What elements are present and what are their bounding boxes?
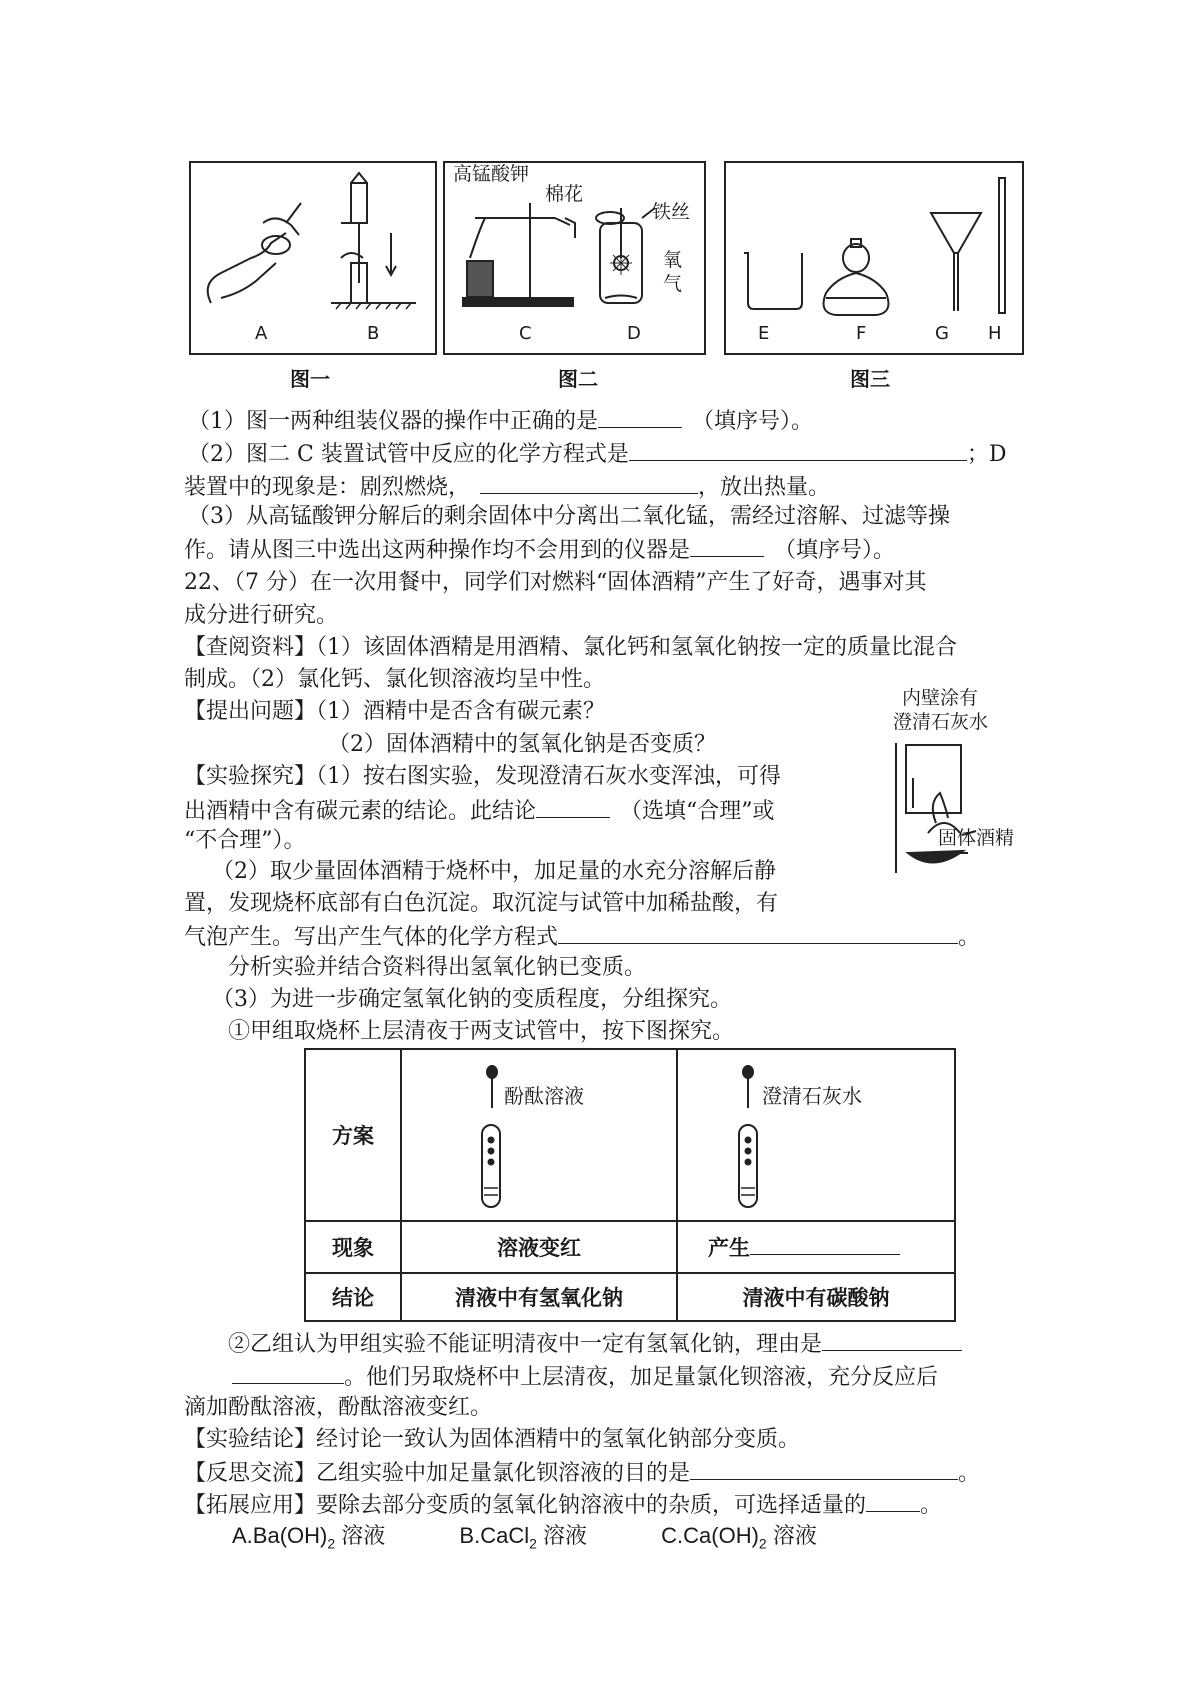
reagent-phenolphthalein: 酚酞溶液 [504, 1084, 584, 1108]
q21-part3-blank[interactable] [690, 534, 764, 557]
side-figure [868, 683, 1028, 883]
q22-exp2-cont2-text: 气泡产生。写出产生气体的化学方程式 [184, 925, 559, 950]
q22-extension-tail: 。 [920, 1493, 943, 1518]
q21-part2-cont-tail: ，放出热量。 [698, 475, 831, 500]
q22-exp3-group1: ①甲组取烧杯上层清夜于两支试管中，按下图探究。 [228, 1019, 735, 1044]
table-phenomenon-2-text: 产生 [708, 1236, 750, 1260]
q22-group2 [228, 1328, 962, 1360]
q22-reflection-tail: 。 [958, 1461, 981, 1486]
q22-question-2: （2）固体酒精中的氢氧化钠是否变质？ [328, 732, 716, 757]
figure-label-b: B [367, 323, 380, 344]
q21-part1-text: （1）图一两种组装仪器的操作中正确的是 [188, 409, 598, 434]
side-figure-drawing [868, 683, 1028, 883]
q22-exp2-cont: 置，发现烧杯底部有白色沉淀。取沉淀与试管中加稀盐酸，有 [184, 891, 779, 916]
figure-note-oxygen-2: 气 [663, 273, 683, 295]
figure-1 [189, 161, 437, 355]
table-cell-scheme-1 [401, 1049, 677, 1221]
figure-3-drawing [726, 163, 1022, 318]
table-conclusion-2: 清液中有碳酸钠 [677, 1273, 955, 1321]
table-head-phenomenon: 现象 [305, 1221, 401, 1273]
q22-reference-cont: 制成。（2）氯化钙、氯化钡溶液均呈中性。 [184, 667, 605, 692]
q21-part3-cont [184, 534, 895, 566]
q22-intro-cont: 成分进行研究。 [184, 603, 339, 628]
figure-label-h: H [988, 323, 1002, 344]
table-head-conclusion: 结论 [305, 1273, 401, 1321]
q22-reflection [184, 1457, 980, 1489]
q22-group2-blank-2[interactable] [232, 1361, 344, 1384]
figure-3-caption: 图三 [850, 367, 890, 391]
table-head-scheme: 方案 [305, 1049, 401, 1221]
q22-reference: 【查阅资料】（1）该固体酒精是用酒精、氯化钙和氢氧化钠按一定的质量比混合 [184, 635, 957, 660]
reagent-limewater: 澄清石灰水 [762, 1084, 862, 1108]
side-figure-label-bottom: 固体酒精 [938, 827, 1015, 849]
figure-label-d: D [627, 323, 641, 344]
q22-group2-cont-text: 。他们另取烧杯中上层清夜，加足量氯化钡溶液，充分反应后 [344, 1365, 939, 1390]
q22-exp1: 【实验探究】（1）按右图实验，发现澄清石灰水变浑浊，可得 [184, 764, 781, 789]
q21-part3-text: （3）从高锰酸钾分解后的剩余固体中分离出二氧化锰，需经过溶解、过滤等操 [188, 504, 950, 529]
q21-part1-tail: （填序号）。 [692, 409, 814, 434]
table-phenomenon-1: 溶液变红 [401, 1221, 677, 1273]
figure-2-caption: 图二 [558, 367, 598, 391]
figure-note-iron-wire: 铁丝 [652, 201, 691, 223]
figure-label-c: C [519, 323, 532, 344]
option-a[interactable] [232, 1523, 386, 1552]
figure-label-f: F [856, 323, 867, 344]
option-b-sub: 2 [529, 1535, 537, 1552]
q21-part2-equation-blank[interactable] [629, 438, 967, 461]
q22-exp1-blank[interactable] [536, 795, 610, 818]
q22-extension-blank[interactable] [866, 1489, 920, 1512]
q22-intro: 22、（7 分）在一次用餐中，同学们对燃料“固体酒精”产生了好奇，遇事对其 [184, 570, 927, 595]
q22-group2-text: ②乙组认为甲组实验不能证明清夜中一定有氢氧化钠，理由是 [228, 1332, 823, 1357]
figure-2 [443, 161, 706, 355]
table-conclusion-1: 清液中有氢氧化钠 [401, 1273, 677, 1321]
q22-question-1: 【提出问题】（1）酒精中是否含有碳元素？ [184, 699, 605, 724]
option-b[interactable] [459, 1523, 588, 1552]
q21-part3 [188, 502, 950, 532]
q22-exp2-cont2 [184, 921, 980, 953]
side-figure-label-top-1: 内壁涂有 [902, 687, 979, 709]
option-b-tail: 溶液 [536, 1523, 588, 1548]
q22-exp2-cont2-tail: 。 [958, 925, 981, 950]
q22-options [232, 1521, 817, 1558]
q22-exp2: （2）取少量固体酒精于烧杯中，加足量的水充分溶解后静 [212, 859, 776, 884]
option-a-text: A.Ba(OH) [232, 1523, 328, 1548]
q22-group2-cont [232, 1361, 938, 1393]
table-row-phenomenon [305, 1221, 955, 1273]
figure-note-cotton: 棉花 [545, 183, 584, 205]
q22-exp1-cont-tail: （选填“合理”或 [620, 799, 775, 824]
q21-part2-cont-text: 装置中的现象是：剧烈燃烧， [184, 475, 471, 500]
option-c[interactable] [661, 1523, 817, 1552]
option-c-text: C.Ca(OH) [661, 1523, 759, 1548]
q22-exp2-summary: 分析实验并结合资料得出氢氧化钠已变质。 [228, 955, 647, 980]
q22-conclusion: 【实验结论】经讨论一致认为固体酒精中的氢氧化钠部分变质。 [184, 1427, 801, 1452]
figure-3 [724, 161, 1024, 355]
figure-label-a: A [255, 323, 268, 344]
option-b-text: B.CaCl [459, 1523, 530, 1548]
figure-note-oxygen-1: 氧 [663, 249, 683, 271]
q22-exp2-equation-blank[interactable] [558, 921, 958, 944]
q22-group2-cont2: 滴加酚酞溶液，酚酞溶液变红。 [184, 1395, 493, 1420]
test-tube-dropper-1 [402, 1050, 676, 1220]
table-cell-scheme-2 [677, 1049, 955, 1221]
side-figure-label-top-2: 澄清石灰水 [893, 711, 989, 733]
q22-exp3: （3）为进一步确定氢氧化钠的变质程度，分组探究。 [212, 987, 732, 1012]
figure-note-kmno4: 高锰酸钾 [453, 163, 530, 185]
q21-part3-cont-text: 作。请从图三中选出这两种操作均不会用到的仪器是 [184, 538, 691, 563]
q22-reflection-text: 【反思交流】乙组实验中加足量氯化钡溶液的目的是 [184, 1461, 691, 1486]
test-tube-dropper-2 [678, 1050, 954, 1220]
option-a-sub: 2 [327, 1535, 336, 1552]
q21-part2-text: （2）图二 C 装置试管中反应的化学方程式是 [188, 442, 629, 467]
q21-part1 [188, 405, 813, 437]
table-phenomenon-2-blank[interactable] [750, 1232, 900, 1255]
q22-group2-blank-1[interactable] [822, 1328, 962, 1351]
q22-reflection-blank[interactable] [690, 1457, 958, 1480]
q22-exp1-cont2: “不合理”）。 [184, 828, 306, 853]
experiment-table [304, 1048, 956, 1322]
option-c-sub: 2 [758, 1535, 767, 1552]
table-row-conclusion [305, 1273, 955, 1321]
table-row-scheme [305, 1049, 955, 1221]
q22-extension-text: 【拓展应用】要除去部分变质的氢氧化钠溶液中的杂质，可选择适量的 [184, 1493, 867, 1518]
q22-exp1-cont-text: 出酒精中含有碳元素的结论。此结论 [184, 799, 537, 824]
q21-part3-cont-tail: （填序号）。 [774, 538, 896, 563]
figure-label-g: G [935, 323, 949, 344]
figure-label-e: E [758, 323, 770, 344]
q21-part2-tail: ；D [966, 442, 1007, 467]
q21-part2-cont [184, 471, 830, 503]
table-phenomenon-2 [677, 1221, 955, 1273]
q22-exp1-cont [184, 795, 775, 827]
q22-extension [184, 1489, 942, 1521]
option-c-tail: 溶液 [766, 1523, 817, 1548]
option-a-tail: 溶液 [335, 1523, 386, 1548]
q21-part2 [188, 438, 1006, 470]
figure-1-drawing [191, 163, 435, 313]
q21-part2-phenomenon-blank[interactable] [480, 471, 698, 494]
q21-part1-blank[interactable] [598, 405, 682, 428]
figure-1-caption: 图一 [290, 367, 330, 391]
